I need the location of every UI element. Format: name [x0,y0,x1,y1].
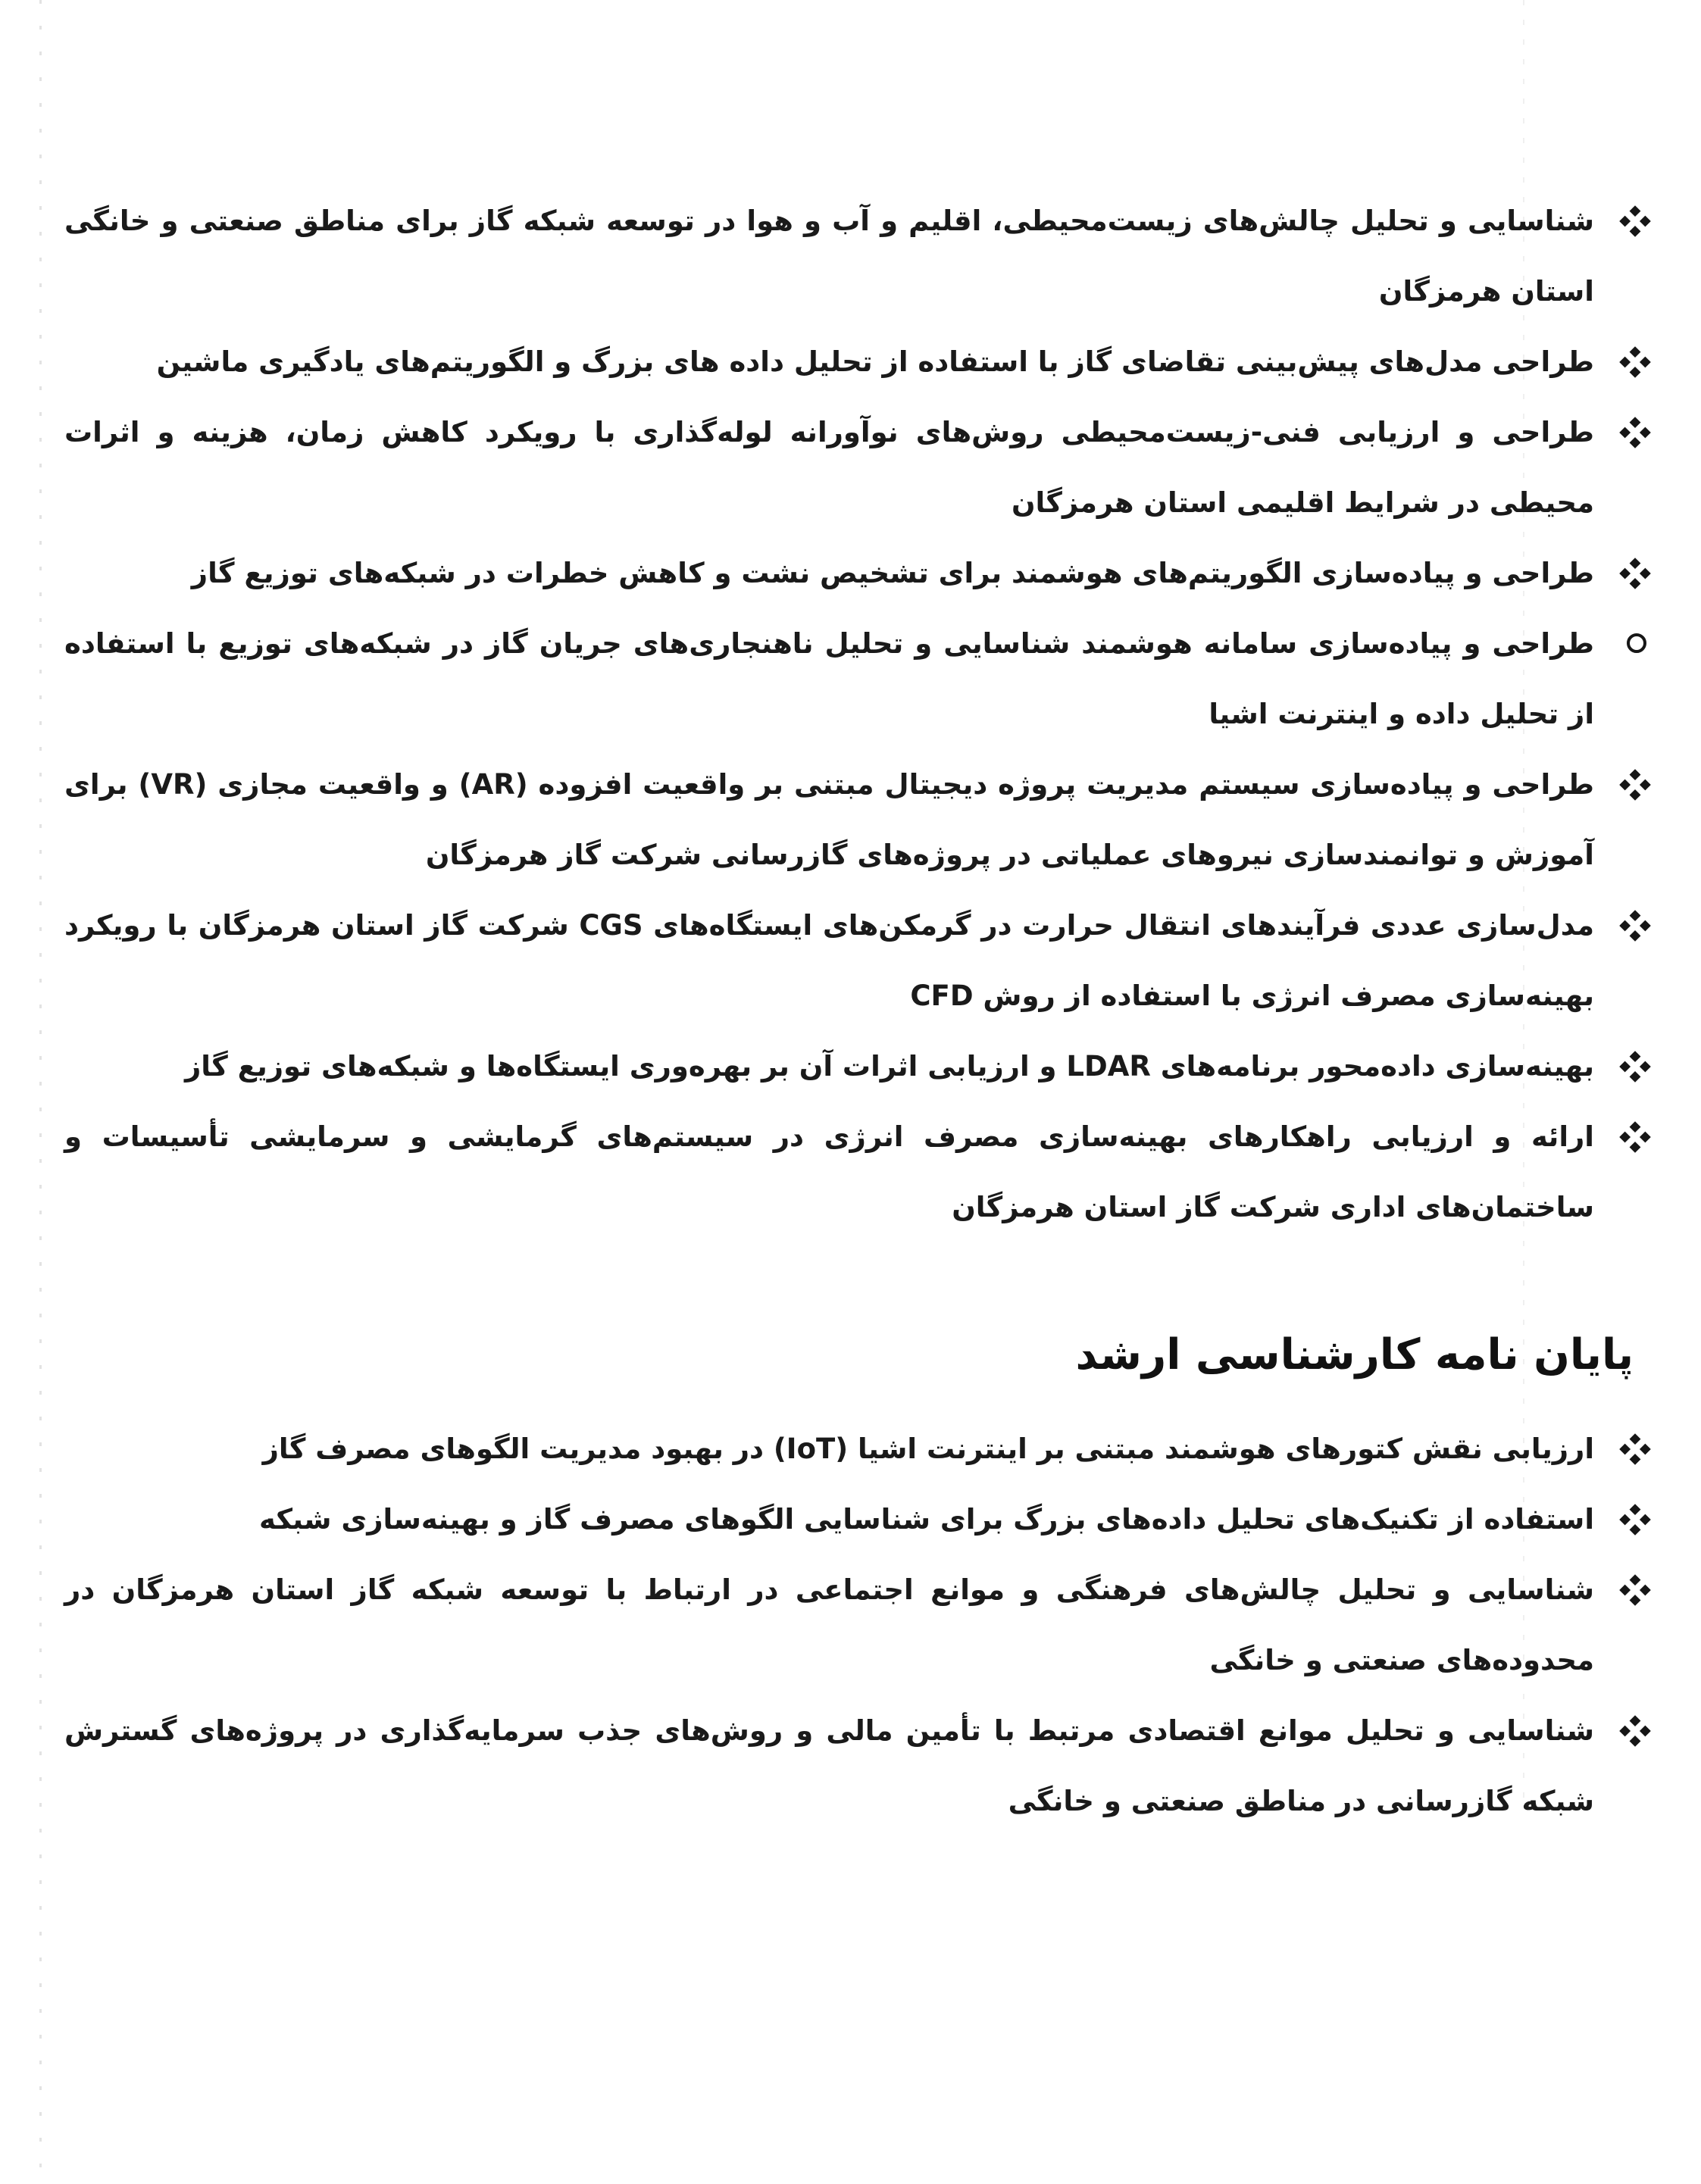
list-item [64,608,1653,749]
diamond-bullet-icon [1619,910,1651,942]
list-item-text: شناسایی و تحلیل موانع اقتصادی مرتبط با تأمین مالی و روش‌های جذب سرمایه‌گذاری در پروژه‌های گسترش شبکه گازرسانی در مناطق صنعتی و خانگی [64,1714,1594,1817]
list-item [64,1101,1653,1242]
list-item-text: شناسایی و تحلیل چالش‌های فرهنگی و موانع اجتماعی در ارتباط با توسعه شبکه گاز استان هرمزگان در محدوده‌های صنعتی و خانگی [64,1573,1594,1676]
diamond-bullet-icon [1619,346,1651,378]
list-item [64,890,1653,1031]
list-item-text: طراحی و ارزیابی فنی-زیست‌محیطی روش‌های نوآورانه لوله‌گذاری با رویکرد کاهش زمان، هزینه و اثرات محیطی در شرایط اقلیمی استان هرمزگان [64,416,1594,519]
diamond-bullet-icon [1619,1574,1651,1606]
list-item-text: ارزیابی نقش کتورهای هوشمند مبتنی بر اینترنت اشیا (IoT) در بهبود مدیریت الگوهای مصرف گاز [262,1433,1594,1465]
diamond-bullet-icon [1619,1715,1651,1747]
list-item-text: طراحی مدل‌های پیش‌بینی تقاضای گاز با استفاده از تحلیل داده های بزرگ و الگوریتم‌های یادگیری ماشین [156,345,1594,378]
diamond-bullet-icon [1619,558,1651,589]
diamond-bullet-icon [1619,769,1651,801]
list-item-text: استفاده از تکنیک‌های تحلیل داده‌های بزرگ برای شناسایی الگوهای مصرف گاز و بهینه‌سازی شبکه [259,1503,1594,1536]
list-item-text: طراحی و پیاده‌سازی سیستم مدیریت پروژه دیجیتال مبتنی بر واقعیت افزوده (AR) و واقعیت مجازی (VR) برای آموزش و توانمندسازی نیروهای عملیاتی در پروژه‌های گازرسانی شرکت گاز هرمزگان [64,768,1595,871]
list-item [64,538,1653,608]
list-item [64,186,1653,327]
diamond-bullet-icon [1619,1504,1651,1536]
circle-bullet-icon [1627,633,1646,653]
document-content [64,186,1653,1836]
list-item-text: ارائه و ارزیابی راهکارهای بهینه‌سازی مصرف انرژی در سیستم‌های گرمایشی و سرمایشی تأسیسات و ساختمان‌های اداری شرکت گاز استان هرمزگان [64,1120,1594,1223]
list-item [64,1554,1653,1695]
diamond-bullet-icon [1619,205,1651,237]
diamond-bullet-icon [1619,417,1651,448]
list-item [64,1031,1653,1101]
list-item [64,397,1653,538]
list-item [64,749,1653,890]
list-item-text: شناسایی و تحلیل چالش‌های زیست‌محیطی، اقلیم و آب و هوا در توسعه شبکه گاز برای مناطق صنعتی و خانگی استان هرمزگان [64,205,1594,308]
scan-artifact-line-left [39,0,42,2174]
list-item [64,1414,1653,1484]
list-item [64,1695,1653,1836]
diamond-bullet-icon [1619,1051,1651,1083]
diamond-bullet-icon [1619,1121,1651,1153]
list-item-text: بهینه‌سازی داده‌محور برنامه‌های LDAR و ارزیابی اثرات آن بر بهره‌وری ایستگاه‌ها و شبکه‌های توزیع گاز [185,1050,1594,1083]
list-item-text: طراحی و پیاده‌سازی الگوریتم‌های هوشمند برای تشخیص نشت و کاهش خطرات در شبکه‌های توزیع گاز [191,557,1594,589]
masters-thesis-heading: پایان نامه کارشناسی ارشد [1075,1330,1634,1379]
diamond-bullet-icon [1619,1433,1651,1465]
list-item-text: طراحی و پیاده‌سازی سامانه هوشمند شناسایی و تحلیل ناهنجاری‌های جریان گاز در شبکه‌های توزیع با استفاده از تحلیل داده و اینترنت اشیا [64,627,1594,730]
list-item [64,327,1653,397]
list-item [64,1484,1653,1554]
list-item-text: مدل‌سازی عددی فرآیندهای انتقال حرارت در گرمکن‌های ایستگاه‌های CGS شرکت گاز استان هرمزگان با رویکرد بهینه‌سازی مصرف انرژی با استفاده از روش CFD [64,909,1594,1012]
